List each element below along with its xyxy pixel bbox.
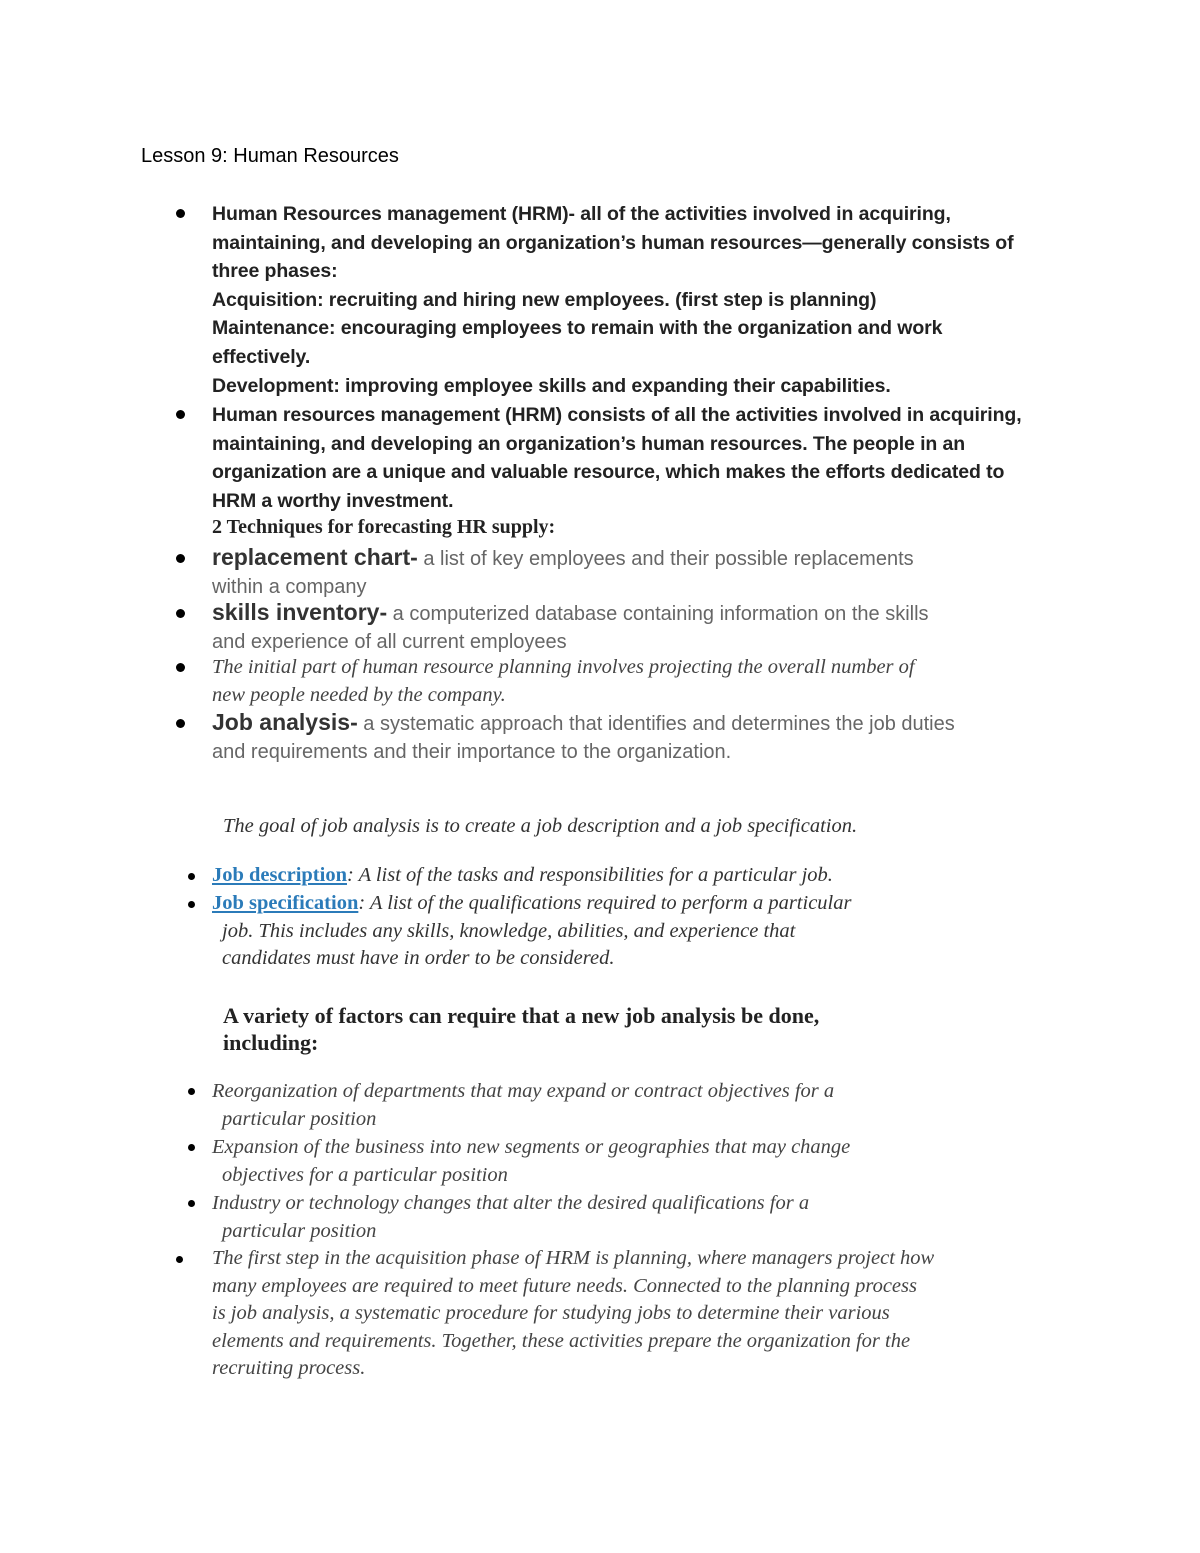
hrm-intro-block — [212, 200, 1112, 400]
hrm-definition-line: HRM a worthy investment. — [212, 489, 454, 512]
replacement-chart-item — [212, 544, 1112, 600]
bullet-icon — [188, 1200, 195, 1207]
job-description-text: : A list of the tasks and responsibilities for a particular job. — [346, 864, 833, 886]
job-specification-text: candidates must have in order to be considered. — [222, 947, 615, 969]
skills-inventory-definition: and experience of all current employees — [212, 631, 567, 653]
job-specification-link[interactable]: Job specification — [212, 892, 359, 914]
techniques-heading: 2 Techniques for forecasting HR supply: — [212, 516, 556, 538]
initial-part-line: new people needed by the company. — [212, 683, 506, 706]
initial-part-line: The initial part of human resource planning involves projecting the overall number of — [212, 656, 915, 678]
factors-heading — [223, 1002, 1123, 1056]
factors-heading-line: A variety of factors can require that a new job analysis be done, — [223, 1003, 820, 1028]
hrm-definition-line: maintaining, and developing an organization’s human resources. The people in an — [212, 432, 966, 455]
phase-acquisition: Acquisition: recruiting and hiring new employees. (first step is planning) — [212, 288, 877, 311]
bullet-icon — [188, 1144, 195, 1151]
replacement-chart-definition: within a company — [212, 576, 367, 598]
hrm-definition-line: Human resources management (HRM) consists of all the activities involved in acquiring, — [212, 404, 1022, 426]
skills-inventory-definition: a computerized database containing information on the skills — [387, 603, 929, 625]
job-specification-item — [212, 890, 1112, 973]
first-step-line: recruiting process. — [212, 1357, 366, 1379]
factor-item — [212, 1078, 1112, 1133]
factor-line: Expansion of the business into new segments or geographies that may change — [212, 1136, 851, 1158]
first-step-line: elements and requirements. Together, these activities prepare the organization for the — [212, 1329, 911, 1352]
skills-inventory-term: skills inventory- — [212, 599, 388, 625]
job-specification-text: job. This includes any skills, knowledge, abilities, and experience that — [222, 919, 796, 942]
bullet-icon — [176, 1256, 183, 1263]
phase-development: Development: improving employee skills and expanding their capabilities. — [212, 374, 891, 397]
factor-line: particular position — [222, 1219, 377, 1242]
replacement-chart-definition: a list of key employees and their possible replacements — [417, 548, 914, 570]
job-analysis-term: Job analysis- — [212, 709, 358, 735]
initial-part-item — [212, 654, 1112, 709]
factor-line: objectives for a particular position — [222, 1163, 508, 1186]
first-step-item — [212, 1245, 1112, 1383]
factors-heading-line: including: — [223, 1030, 319, 1055]
bullet-icon — [188, 901, 195, 908]
job-analysis-goal: The goal of job analysis is to create a job description and a job specification. — [223, 815, 858, 837]
hrm-definition-block — [212, 401, 1112, 515]
bullet-icon — [176, 209, 185, 218]
job-analysis-definition: and requirements and their importance to the organization. — [212, 741, 732, 763]
hrm-intro-line: three phases: — [212, 260, 338, 283]
factor-item — [212, 1134, 1112, 1189]
phase-maintenance: effectively. — [212, 345, 311, 368]
factor-line: particular position — [222, 1107, 377, 1130]
bullet-icon — [188, 1088, 195, 1095]
phase-maintenance: Maintenance: encouraging employees to remain with the organization and work — [212, 317, 943, 340]
skills-inventory-item — [212, 599, 1112, 655]
job-description-item — [212, 862, 1112, 890]
bullet-icon — [176, 554, 185, 563]
bullet-icon — [176, 719, 185, 728]
job-description-link[interactable]: Job description — [212, 864, 347, 886]
first-step-line: The first step in the acquisition phase of HRM is planning, where managers project how — [212, 1247, 935, 1269]
bullet-icon — [188, 873, 195, 880]
job-analysis-item — [212, 709, 1112, 765]
factor-line: Reorganization of departments that may expand or contract objectives for a — [212, 1080, 835, 1102]
bullet-icon — [176, 609, 185, 618]
replacement-chart-term: replacement chart- — [212, 544, 418, 570]
job-analysis-definition: a systematic approach that identifies and determines the job duties — [357, 713, 955, 735]
bullet-icon — [176, 663, 185, 672]
first-step-line: many employees are required to meet future needs. Connected to the planning process — [212, 1274, 917, 1297]
bullet-icon — [176, 410, 185, 419]
hrm-intro-line: maintaining, and developing an organization’s human resources—generally consists of — [212, 231, 1014, 254]
lesson-title: Lesson 9: Human Resources — [141, 145, 399, 167]
hrm-intro-line: Human Resources management (HRM)- all of the activities involved in acquiring, — [212, 203, 951, 225]
factor-line: Industry or technology changes that alter the desired qualifications for a — [212, 1192, 810, 1214]
job-specification-text: : A list of the qualifications required to perform a particular — [358, 892, 852, 914]
first-step-line: is job analysis, a systematic procedure for studying jobs to determine their various — [212, 1302, 890, 1324]
hrm-definition-line: organization are a unique and valuable resource, which makes the efforts dedicated to — [212, 461, 1005, 484]
factor-item — [212, 1190, 1112, 1245]
